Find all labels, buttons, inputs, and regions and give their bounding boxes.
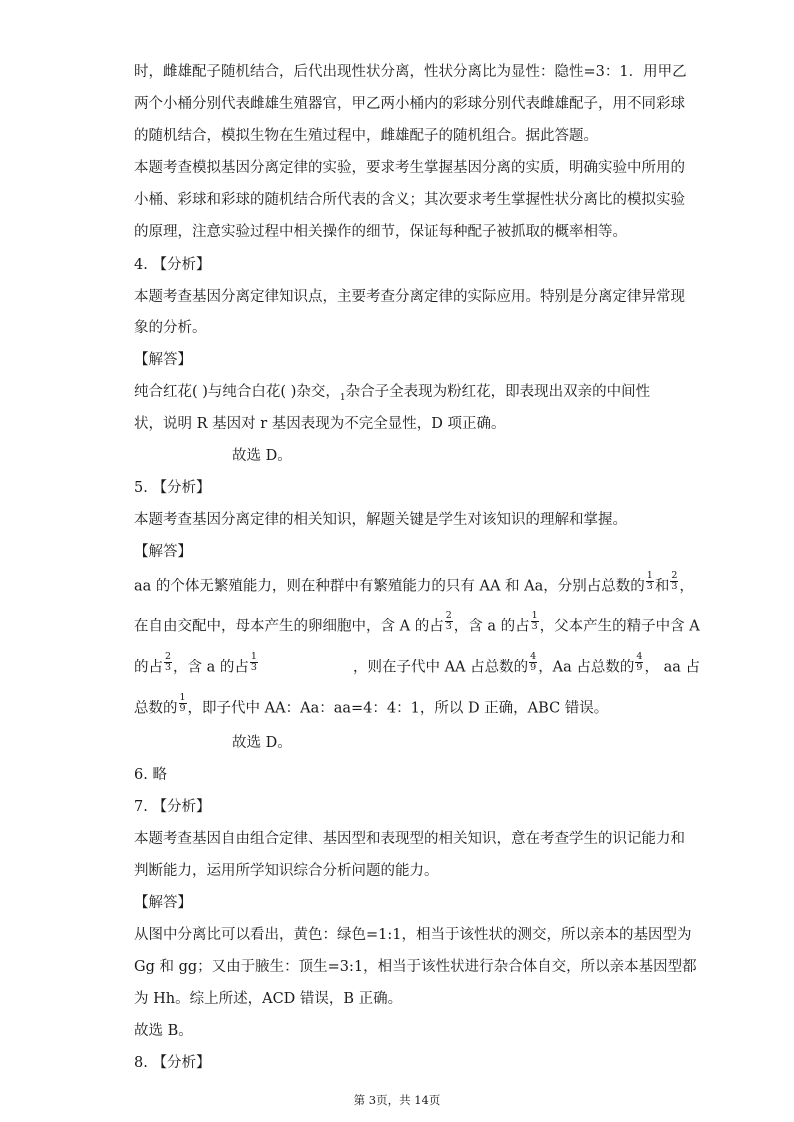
fraction-numerator: 1 bbox=[250, 651, 257, 662]
fraction bbox=[646, 571, 654, 592]
section-heading: 4. 【分析】 bbox=[134, 257, 211, 273]
text-line: Gg 和 gg；又由于腋生：顶生=3:1，相当于该性状进行杂合体自交，所以亲本基因型都 bbox=[134, 959, 697, 975]
text-span: 和 bbox=[654, 578, 670, 595]
text-span: 的占 bbox=[134, 659, 163, 676]
text-line: 本题考查基因分离定律的相关知识，解题关键是学生对该知识的理解和掌握。 bbox=[134, 512, 627, 528]
section-heading: 7. 【分析】 bbox=[134, 799, 211, 815]
text-line: 本题考查模拟基因分离定律的实验，要求考生掌握基因分离的实质，明确实验中所用的 bbox=[134, 160, 685, 176]
text-span: ，Aa 占总数的 bbox=[538, 659, 635, 676]
text-line: 状，说明 R 基因对 r 基因表现为不完全显性，D 项正确。 bbox=[134, 416, 506, 432]
text-line: 故选 D。 bbox=[232, 448, 292, 464]
fraction-denominator: 3 bbox=[671, 581, 678, 592]
fraction bbox=[445, 611, 453, 632]
fraction-denominator: 3 bbox=[165, 662, 172, 673]
text-line: 象的分析。 bbox=[134, 320, 207, 336]
text-line: 的随机结合，模拟生物在生殖过程中，雌雄配子的随机组合。据此答题。 bbox=[134, 128, 598, 144]
fraction bbox=[529, 652, 537, 673]
text-line bbox=[134, 382, 650, 404]
fraction-numerator: 1 bbox=[531, 610, 538, 621]
fraction-denominator: 9 bbox=[636, 662, 643, 673]
page-footer: 第 3页，共 14页 bbox=[353, 1093, 441, 1107]
fraction bbox=[670, 571, 678, 592]
text-line: 本题考查基因分离定律知识点，主要考查分离定律的实际应用。特别是分离定律异常现 bbox=[134, 289, 685, 305]
section-heading: 【解答】 bbox=[134, 895, 192, 911]
text-span: 纯合红花( )与纯合白花( )杂交， bbox=[134, 384, 340, 400]
text-line bbox=[134, 651, 700, 678]
fraction-denominator: 3 bbox=[531, 621, 538, 632]
text-span: ， bbox=[679, 578, 694, 595]
text-span: ，父本产生的精子中含 A bbox=[539, 618, 700, 635]
text-line: 本题考查基因自由组合定律、基因型和表现型的相关知识，意在考查学生的识记能力和 bbox=[134, 831, 685, 847]
section-heading: 8. 【分析】 bbox=[134, 1055, 211, 1071]
text-line: 从图中分离比可以看出，黄色：绿色=1:1，相当于该性状的测交，所以亲本的基因型为 bbox=[134, 927, 692, 943]
text-line: 故选 B。 bbox=[134, 1023, 193, 1039]
fraction bbox=[250, 652, 258, 673]
fraction bbox=[531, 611, 539, 632]
text-line: 为 Hh。综上所述，ACD 错误，B 正确。 bbox=[134, 991, 403, 1007]
text-span: ， aa 占 bbox=[644, 659, 700, 676]
section-heading: 6. 略 bbox=[134, 767, 167, 783]
section-heading: 5. 【分析】 bbox=[134, 480, 211, 496]
text-line: 时，雌雄配子随机结合，后代出现性状分离，性状分离比为显性：隐性=3：1．用甲乙 bbox=[134, 64, 687, 80]
text-line bbox=[134, 610, 700, 637]
fraction-denominator: 3 bbox=[646, 581, 653, 592]
fraction-denominator: 3 bbox=[445, 621, 452, 632]
fraction-numerator: 4 bbox=[636, 651, 643, 662]
text-line bbox=[134, 570, 694, 597]
text-span: ，即子代中 AA：Aa：aa=4：4：1，所以 D 正确，ABC 错误。 bbox=[187, 700, 609, 717]
fraction-denominator: 3 bbox=[250, 662, 257, 673]
text-line: 故选 D。 bbox=[232, 735, 292, 751]
text-span: aa 的个体无繁殖能力，则在种群中有繁殖能力的只有 AA 和 Aa，分别占总数的 bbox=[134, 578, 645, 595]
fraction-denominator: 9 bbox=[179, 703, 186, 714]
fraction-numerator: 2 bbox=[671, 570, 678, 581]
fraction bbox=[179, 693, 187, 714]
text-span: ，含 a 的占 bbox=[453, 618, 530, 635]
fraction-numerator: 1 bbox=[646, 570, 653, 581]
fraction bbox=[164, 652, 172, 673]
section-heading: 【解答】 bbox=[134, 352, 192, 368]
fraction-denominator: 9 bbox=[530, 662, 537, 673]
fraction-numerator: 2 bbox=[445, 610, 452, 621]
text-line bbox=[134, 692, 609, 719]
text-span: 杂合子全表现为粉红花，即表现出双亲的中间性 bbox=[345, 384, 651, 400]
fraction-numerator: 4 bbox=[530, 651, 537, 662]
text-span: 在自由交配中，母本产生的卵细胞中，含 A 的占 bbox=[134, 618, 444, 635]
fraction bbox=[635, 652, 643, 673]
fraction-numerator: 2 bbox=[165, 651, 172, 662]
fraction-numerator: 1 bbox=[179, 692, 186, 703]
text-line: 判断能力，运用所学知识综合分析问题的能力。 bbox=[134, 863, 439, 879]
text-span: 总数的 bbox=[134, 700, 178, 717]
text-span: ，含 a 的占 bbox=[173, 659, 249, 676]
section-heading: 【解答】 bbox=[134, 544, 192, 560]
text-line: 的原理，注意实验过程中相关操作的细节，保证每种配子被抓取的概率相等。 bbox=[134, 224, 627, 240]
text-line: 两个小桶分别代表雌雄生殖器官，甲乙两小桶内的彩球分别代表雌雄配子，用不同彩球 bbox=[134, 96, 685, 112]
text-span: ，则在子代中 AA 占总数的 bbox=[352, 659, 529, 676]
text-line: 小桶、彩球和彩球的随机结合所代表的含义；其次要求考生掌握性状分离比的模拟实验 bbox=[134, 192, 685, 208]
subscript: 1 bbox=[339, 393, 346, 403]
